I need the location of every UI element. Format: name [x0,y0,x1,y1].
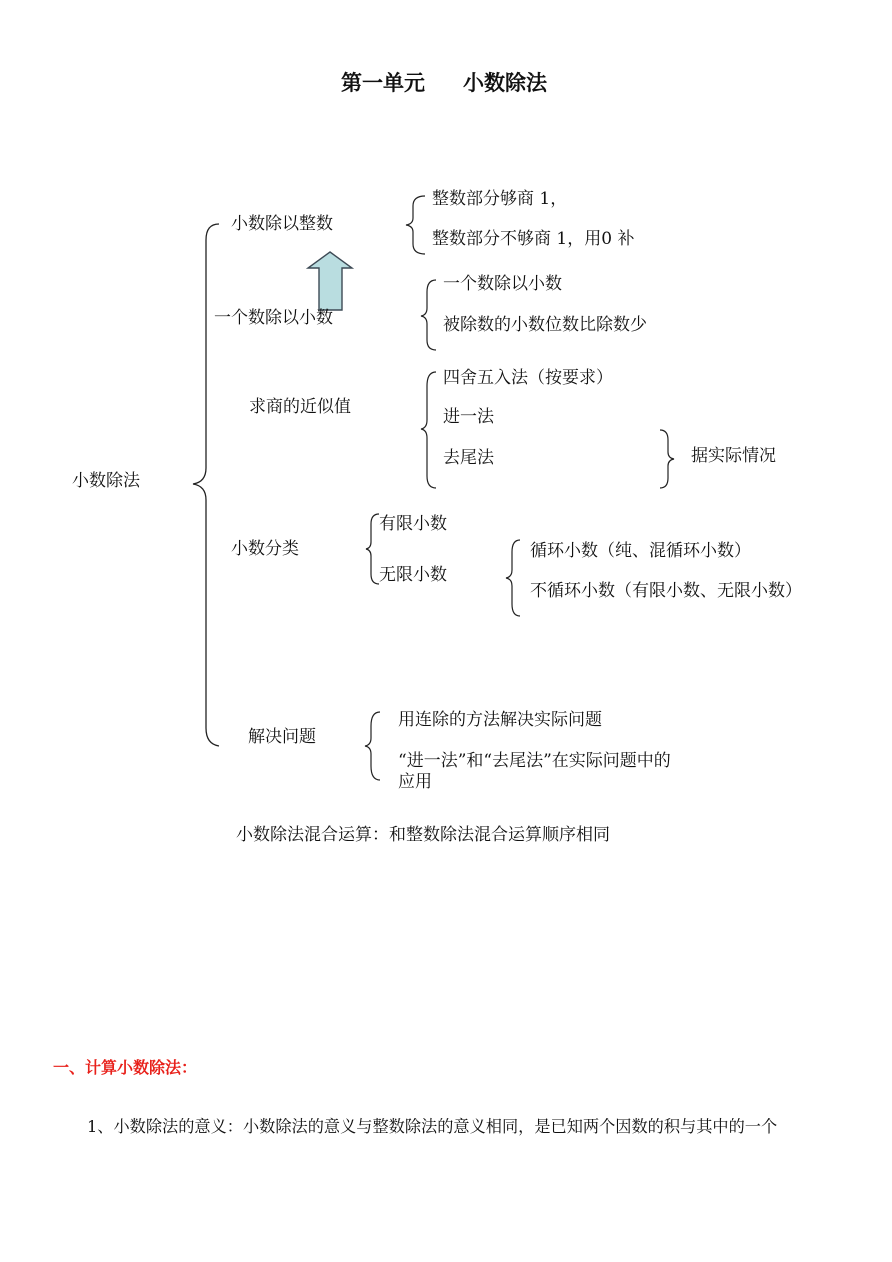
approx-item-2: 进一法 [443,407,494,427]
page-title-left: 第一单元 [341,71,425,95]
branch-classification: 小数分类 [231,539,299,559]
branch-approx-quotient: 求商的近似值 [249,397,351,417]
brace-classification [366,514,379,584]
infinite-item-2: 不循环小数（有限小数、无限小数） [530,581,802,601]
brace-infinite [506,540,520,616]
up-arrow-icon [308,252,352,310]
decimal-div-int-item-1: 整数部分够商 1， [432,189,568,209]
infinite-item-1: 循环小数（纯、混循环小数） [530,541,751,561]
paragraph-meaning: 1、小数除法的意义：小数除法的意义与整数除法的意义相同，是已知两个因数的积与其中的一个 [87,1117,778,1136]
root-label: 小数除法 [72,471,140,491]
branch-decimal-div-int: 小数除以整数 [231,214,333,234]
brace-approx-quotient [421,372,436,488]
classification-infinite: 无限小数 [379,565,447,585]
branch-problem-solving: 解决问题 [248,727,316,747]
brace-problem-solving [365,712,380,780]
mixed-operations-note: 小数除法混合运算：和整数除法混合运算顺序相同 [236,825,610,845]
brace-side-note [660,430,674,488]
root-brace [193,224,219,746]
problem-solving-item-1: 用连除的方法解决实际问题 [398,710,602,730]
approx-item-1: 四舍五入法（按要求） [443,368,613,388]
approx-item-3: 去尾法 [443,448,494,468]
num-div-decimal-item-1: 一个数除以小数 [443,274,562,294]
section-heading: 一、计算小数除法： [53,1058,198,1077]
brace-decimal-div-int [406,196,425,254]
brace-num-div-decimal [421,280,436,350]
problem-solving-item-3: 应用 [398,772,432,792]
problem-solving-item-2: “进一法”和“去尾法”在实际问题中的 [398,751,671,771]
num-div-decimal-item-2: 被除数的小数位数比除数少 [443,315,647,335]
decimal-div-int-item-2: 整数部分不够商 1，用0 补 [432,229,635,249]
classification-finite: 有限小数 [379,514,447,534]
page-title-right: 小数除法 [463,71,547,95]
approx-side-note: 据实际情况 [691,446,776,466]
branch-num-div-decimal: 一个数除以小数 [214,308,333,328]
